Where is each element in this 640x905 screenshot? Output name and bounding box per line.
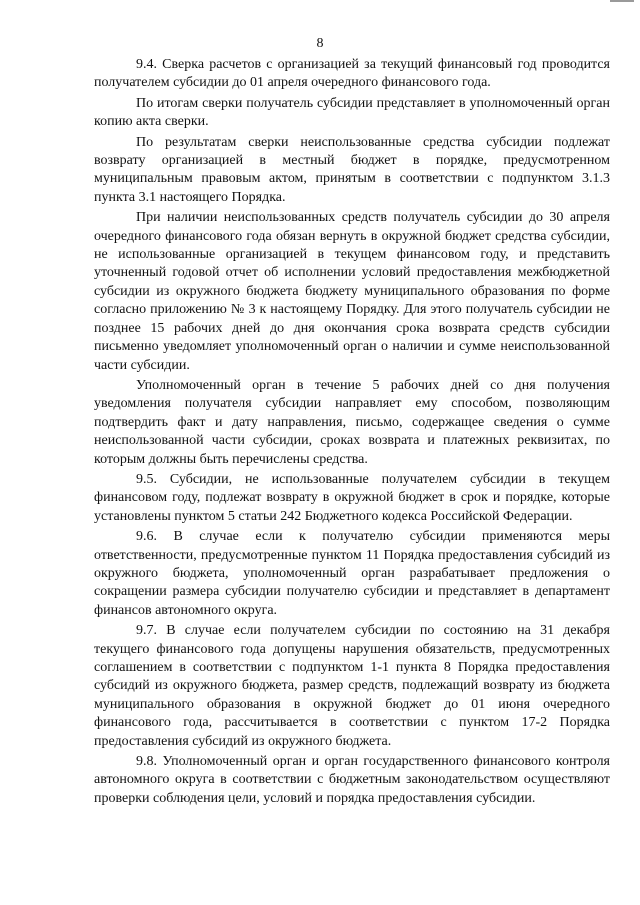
document-body (94, 56, 610, 810)
paragraph-9-8: 9.8. Уполномоченный орган и орган государственного финансового контроля автономного округа в соответствии с бюджетным законодательством осуществляют проверки соблюдения цели, условий и порядка предоставления субсидии. (94, 754, 610, 806)
paragraph-9-5: 9.5. Субсидии, не использованные получателем субсидии в текущем финансовом году, подлежат возврату в окружной бюджет в срок и порядке, которые установлены пунктом 5 статьи 242 Бюджетного кодекса Российской Федерации. (94, 471, 610, 524)
paragraph-9-6: 9.6. В случае если к получателю субсидии применяются меры ответственности, предусмотренные пунктом 11 Порядка предоставления субсидий из окружного бюджета, уполномоченный орган разрабатывает предложения о сокращении размера субсидии получателю субсидии и представляет в департамент финансов автономного округа. (94, 529, 610, 618)
paragraph-authority-notice: Уполномоченный орган в течение 5 рабочих дней со дня получения уведомления получателя субсидии направляет ему способом, позволяющим подтвердить факт и дату направления, письмо, содержащее сведения о сумме неиспользованной части субсидии, сроках возврата и платежных реквизитах, по которым должны быть перечислены средства. (94, 377, 610, 467)
paragraph-unused-funds-return: При наличии неиспользованных средств получатель субсидии до 30 апреля очередного финансового года обязан вернуть в окружной бюджет средства субсидии, не использованные организацией в текущем финансовом году, и представить уточненный годовой отчет об исполнении условий предоставления межбюджетной субсидии из окружного бюджета бюджету муниципального образования по форме согласно приложению № 3 к настоящему Порядку. Для этого получатель субсидии не позднее 15 рабочих дней до дня окончания срока возврата средств субсидии письменно уведомляет уполномоченный орган о наличии и сумме неиспользованной части субсидии. (94, 210, 610, 373)
paragraph-unused-funds-local: По результатам сверки неиспользованные средства субсидии подлежат возврату организацией в местный бюджет в порядке, предусмотренном муниципальным правовым актом, принятым в соответствии с подпунктом 3.1.3 пункта 3.1 настоящего Порядка. (94, 134, 610, 205)
paragraph-9-7: 9.7. В случае если получателем субсидии по состоянию на 31 декабря текущего финансового года допущены нарушения обязательств, предусмотренных соглашением в соответствии с подпунктом 1-1 пункта 8 Порядка предоставления субсидий из окружного бюджета, размер средств, подлежащий возврату из бюджета муниципального образования в окружной бюджет до 01 июня очередного финансового года, рассчитывается в соответствии с пунктом 17-2 Порядка предоставления субсидий из окружного бюджета. (94, 623, 610, 749)
scan-corner-mark (610, 0, 634, 2)
paragraph-reconciliation-act: По итогам сверки получатель субсидии представляет в уполномоченный орган копию акта сверки. (94, 95, 610, 130)
paragraph-9-4: 9.4. Сверка расчетов с организацией за текущий финансовый год проводится получателем субсидии до 01 апреля очередного финансового года. (94, 57, 610, 91)
page-number: 8 (316, 36, 324, 51)
